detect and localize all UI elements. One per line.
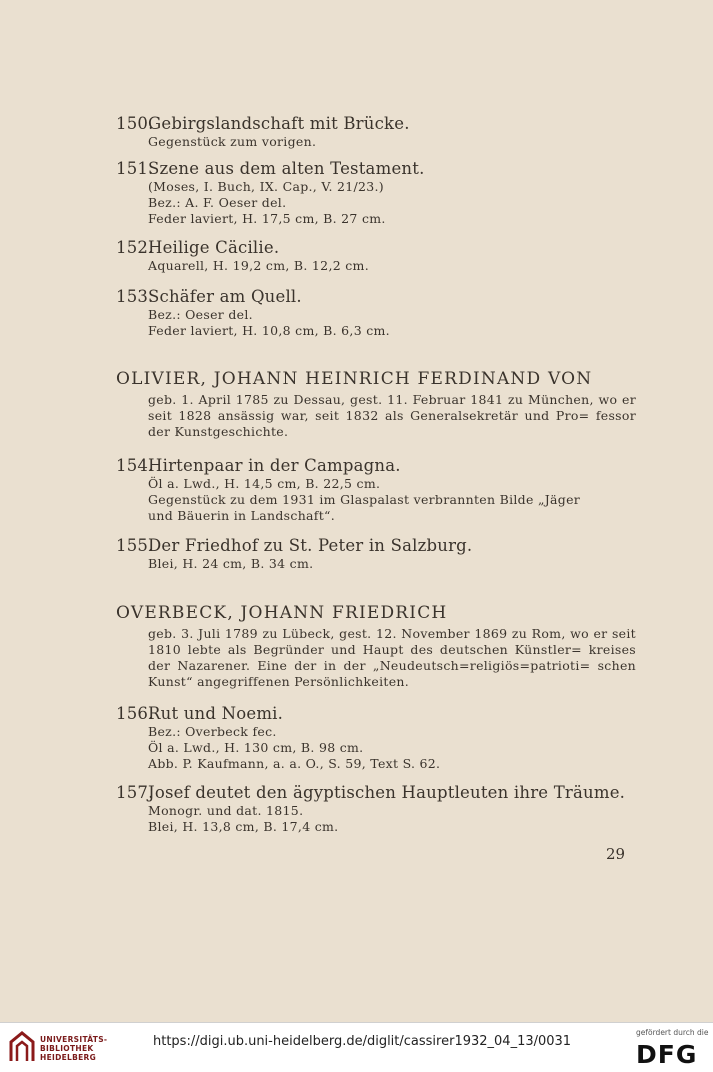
- entry-detail-line: Feder laviert, H. 17,5 cm, B. 27 cm.: [148, 211, 386, 226]
- entry-number: 151.: [116, 159, 154, 178]
- entry-title: Szene aus dem alten Testament.: [148, 159, 425, 178]
- artist-name: OLIVIER, JOHANN HEINRICH FERDINAND VON: [116, 369, 593, 389]
- entry-detail-line: Blei, H. 24 cm, B. 34 cm.: [148, 556, 314, 571]
- catalog-entry-157: [116, 783, 676, 835]
- entry-title: Hirtenpaar in der Campagna.: [148, 456, 401, 475]
- viewer-footer: [0, 1022, 713, 1072]
- entry-title: Rut und Noemi.: [148, 704, 284, 723]
- entry-detail-line: Bez.: Overbeck fec.: [148, 724, 277, 739]
- artist-section-olivier: [116, 368, 636, 440]
- entry-detail-line: (Moses, I. Buch, IX. Cap., V. 21/23.): [148, 179, 384, 194]
- entry-title: Gebirgslandschaft mit Brücke.: [148, 114, 410, 133]
- catalog-entry-155: [116, 536, 676, 572]
- entry-detail-line: und Bäuerin in Landschaft“.: [148, 508, 336, 523]
- artist-section-overbeck: [116, 602, 636, 690]
- entry-number: 156.: [116, 704, 154, 723]
- entry-number: 155.: [116, 536, 154, 555]
- entry-detail-line: Monogr. und dat. 1815.: [148, 803, 304, 818]
- entry-detail-line: Öl a. Lwd., H. 130 cm, B. 98 cm.: [148, 740, 364, 755]
- catalog-entry-150: [116, 114, 676, 150]
- entry-title: Josef deutet den ägyptischen Hauptleuten ihre Träume.: [148, 783, 626, 802]
- entry-number: 154.: [116, 456, 154, 475]
- catalog-entry-156: [116, 704, 676, 772]
- entry-title: Schäfer am Quell.: [148, 287, 302, 306]
- catalog-entry-153: [116, 287, 676, 339]
- page-number: 29: [606, 845, 626, 863]
- entry-number: 150.: [116, 114, 154, 133]
- entry-detail-line: Öl a. Lwd., H. 14,5 cm, B. 22,5 cm.: [148, 476, 381, 491]
- entry-number: 152.: [116, 238, 154, 257]
- permalink-url[interactable]: https://digi.ub.uni-heidelberg.de/diglit/cassirer1932_04_13/0031: [153, 1034, 572, 1049]
- artist-biography: geb. 1. April 1785 zu Dessau, gest. 11. Februar 1841 zu München, wo er seit 1828 ansässig war, seit 1832 als Generalsekretär und Pro= fessor der Kunstgeschichte.: [148, 392, 636, 439]
- entry-detail-line: Feder laviert, H. 10,8 cm, B. 6,3 cm.: [148, 323, 390, 338]
- entry-title: Heilige Cäcilie.: [148, 238, 280, 257]
- entry-detail-line: Blei, H. 13,8 cm, B. 17,4 cm.: [148, 819, 339, 834]
- entry-detail-line: Abb. P. Kaufmann, a. a. O., S. 59, Text S. 62.: [148, 756, 441, 771]
- artist-biography: geb. 3. Juli 1789 zu Lübeck, gest. 12. November 1869 zu Rom, wo er seit 1810 lebte als Begründer und Haupt des deutschen Künstler= kreises der Nazarener. Eine der in der „Neudeutsch=religiös=patrioti= schen Kunst“ angegriffenen Persönlichkeiten.: [148, 626, 636, 689]
- entry-detail-line: Aquarell, H. 19,2 cm, B. 12,2 cm.: [148, 258, 369, 273]
- entry-detail-line: Bez.: Oeser del.: [148, 307, 253, 322]
- entry-number: 157.: [116, 783, 154, 802]
- catalog-entry-152: [116, 238, 676, 274]
- university-library-logo-icon: [8, 1030, 36, 1064]
- entry-detail-line: Bez.: A. F. Oeser del.: [148, 195, 287, 210]
- entry-title: Der Friedhof zu St. Peter in Salzburg.: [148, 536, 473, 555]
- catalog-entry-154: [116, 456, 676, 524]
- funder-note: gefördert durch die: [636, 1028, 709, 1037]
- library-logo-text: UNIVERSITÄTS- BIBLIOTHEK HEIDELBERG: [40, 1035, 108, 1062]
- catalog-entry-151: [116, 159, 676, 227]
- entry-number: 153.: [116, 287, 154, 306]
- entry-detail-line: Gegenstück zu dem 1931 im Glaspalast verbrannten Bilde „Jäger: [148, 492, 581, 507]
- artist-name: OVERBECK, JOHANN FRIEDRICH: [116, 603, 448, 623]
- entry-detail-line: Gegenstück zum vorigen.: [148, 134, 317, 149]
- dfg-logo: DFG: [636, 1040, 698, 1069]
